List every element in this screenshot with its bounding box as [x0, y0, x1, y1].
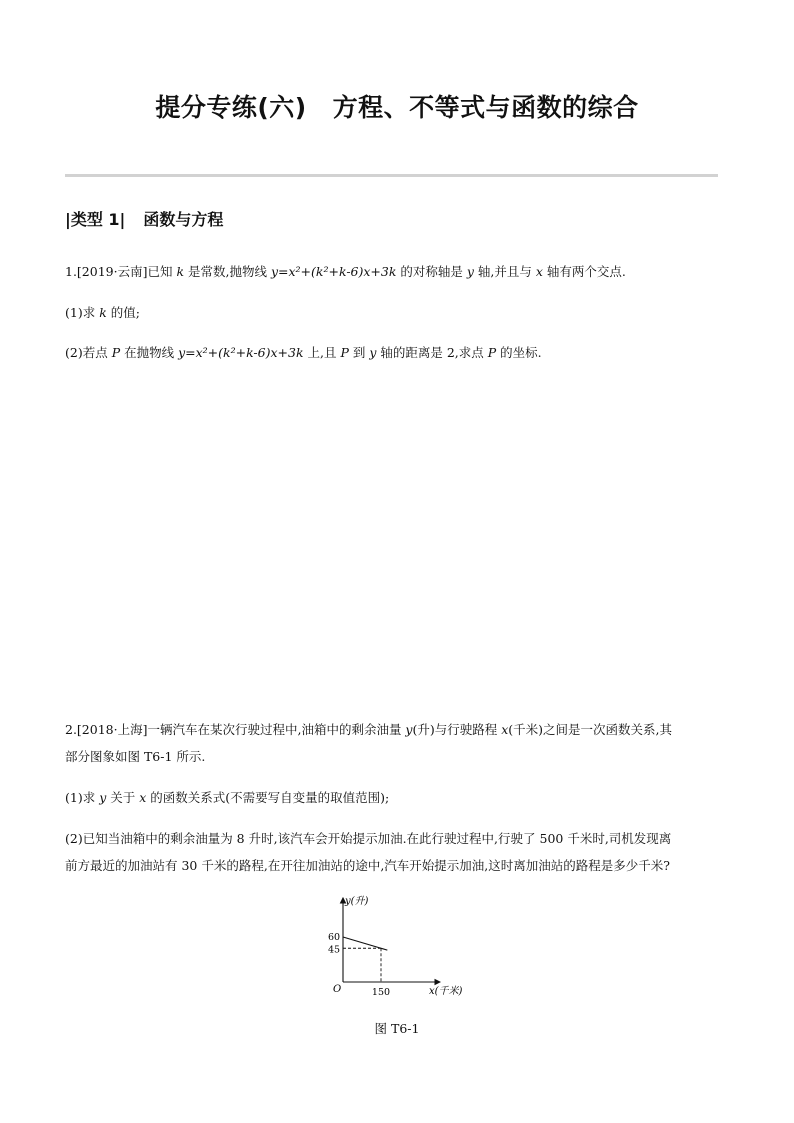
q1-stem-text: 轴,并且与	[473, 264, 536, 279]
q1-formula: y=x²+(k²+k-6)x+3k	[270, 264, 397, 279]
q1-part2-text: 的坐标.	[496, 345, 542, 360]
q1-var-p: P	[111, 345, 121, 360]
q1-var-p: P	[340, 345, 349, 360]
q1-stem	[65, 262, 626, 280]
y-axis-label: y(升)	[345, 896, 369, 907]
q2-stem-line2: 部分图象如图 T6-1 所示.	[65, 749, 206, 764]
section-heading	[65, 207, 223, 230]
q1-part2-text: 在抛物线	[120, 345, 179, 360]
q1-part1-text: 的值;	[106, 305, 140, 320]
q2-var-x: x	[501, 722, 509, 737]
page-title-part1: 提分专练(六)	[155, 93, 307, 122]
q2-part2-line1: (2)已知当油箱中的剩余油量为 8 升时,该汽车会开始提示加油.在此行驶过程中,行驶了 500 千米时,司机发现离	[65, 831, 672, 846]
q1-part2-text: 到	[348, 345, 370, 360]
figure-caption: 图 T6-1	[374, 1021, 420, 1036]
section-name: 函数与方程	[143, 210, 224, 229]
q2-part1	[65, 788, 389, 806]
fuel-graph	[325, 892, 475, 1002]
q1-var-x: x	[535, 264, 543, 279]
q2-part1-text: 的函数关系式(不需要写自变量的取值范围);	[146, 790, 390, 805]
q2-part1-text: (1)求	[65, 790, 100, 805]
q2-part1-text: 关于	[106, 790, 140, 805]
q1-stem-text: 1.[2019·云南]已知	[65, 264, 177, 279]
title-divider	[65, 174, 718, 177]
origin-label: O	[333, 984, 342, 995]
q2-var-x: x	[139, 790, 147, 805]
q2-stem-line1	[65, 720, 672, 738]
q2-var-y: y	[405, 722, 413, 737]
y-tick-45: 45	[328, 944, 341, 956]
q1-stem-text: 轴有两个交点.	[542, 264, 626, 279]
page-title	[0, 88, 794, 124]
page-title-part2: 方程、不等式与函数的综合	[332, 93, 639, 122]
x-axis-label: x(千米)	[429, 986, 463, 997]
q2-part2-line2: 前方最近的加油站有 30 千米的路程,在开往加油站的途中,汽车开始提示加油,这时离加油站的路程是多少千米?	[65, 858, 670, 873]
q2-stem-text: 2.[2018·上海]一辆汽车在某次行驶过程中,油箱中的剩余油量	[65, 722, 406, 737]
q1-part1-text: (1)求	[65, 305, 100, 320]
q1-stem-text: 的对称轴是	[396, 264, 467, 279]
q2-var-y: y	[99, 790, 107, 805]
q2-stem-text: (千米)之间是一次函数关系,其	[508, 722, 673, 737]
y-tick-60: 60	[328, 932, 341, 943]
q1-part2	[65, 343, 542, 361]
x-tick-150: 150	[371, 987, 391, 998]
q1-part2-text: (2)若点	[65, 345, 112, 360]
q1-var-k: k	[99, 305, 107, 320]
q1-var-p: P	[487, 345, 497, 360]
section-label: |类型 1|	[65, 210, 126, 229]
q1-var-y: y	[466, 264, 474, 279]
q1-var-y: y	[369, 345, 377, 360]
q1-part2-text: 轴的距离是 2,求点	[376, 345, 488, 360]
q1-stem-text: 是常数,抛物线	[184, 264, 271, 279]
q1-formula: y=x²+(k²+k-6)x+3k	[178, 345, 304, 360]
q1-part2-text: 上,且	[303, 345, 341, 360]
q2-stem-text: (升)与行驶路程	[412, 722, 502, 737]
q1-var-k: k	[176, 264, 185, 279]
q1-part1	[65, 303, 140, 321]
